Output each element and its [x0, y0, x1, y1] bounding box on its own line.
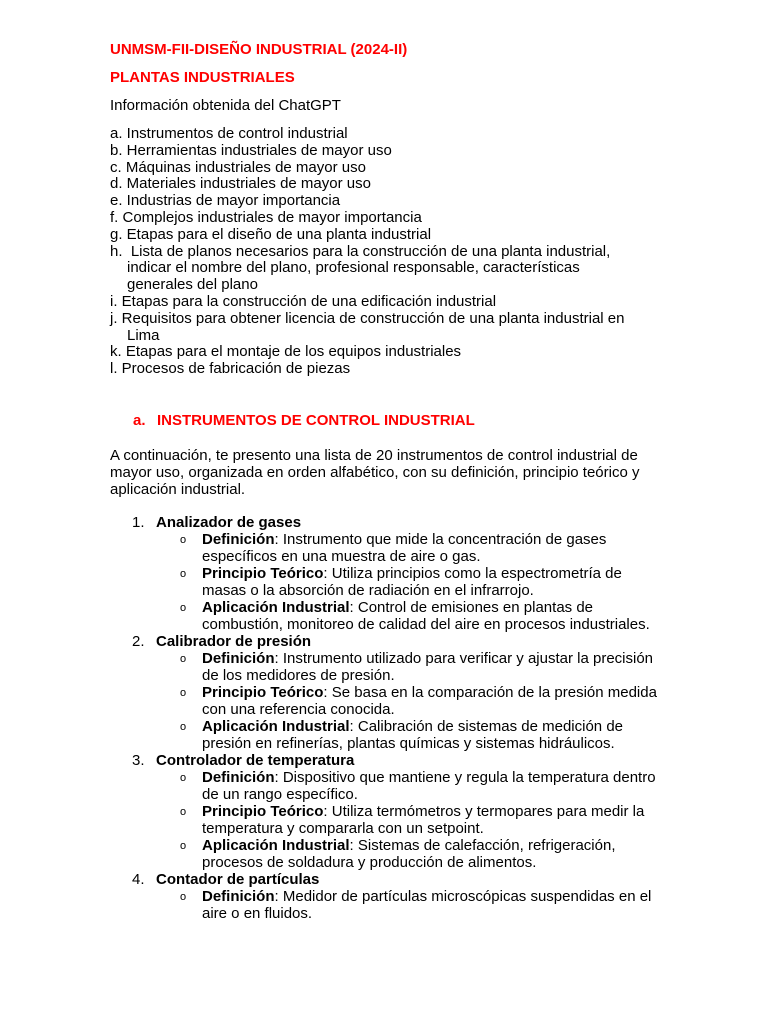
detail-label: Principio Teórico [202, 565, 324, 582]
toc-item: h. Lista de planos necesarios para la construcción de una planta industrial, [110, 242, 611, 260]
bullet-icon: o [180, 687, 187, 699]
section-a-title: INSTRUMENTOS DE CONTROL INDUSTRIAL [157, 412, 475, 429]
instrument-name: Calibrador de presión [156, 633, 312, 650]
detail-label: Aplicación Industrial [202, 837, 350, 854]
toc-item: d. Materiales industriales de mayor uso [110, 175, 371, 193]
detail-text: : Instrumento utilizado para verificar y ajustar la precisión de los medidores de presión. [202, 650, 654, 684]
bullet-icon: o [180, 602, 187, 614]
instrument-number: 4. [132, 871, 145, 888]
detail-text: : Medidor de partículas microscópicas suspendidas en el aire o en fluidos. [202, 888, 652, 922]
instrument-heading [110, 871, 670, 888]
toc-item: j. Requisitos para obtener licencia de construcción de una planta industrial en [110, 309, 625, 327]
toc-item: b. Herramientas industriales de mayor uso [110, 141, 392, 159]
detail-label: Definición [202, 650, 275, 667]
instrument-name: Analizador de gases [156, 514, 302, 531]
instrument-detail [110, 650, 670, 684]
detail-text: : Se basa en la comparación de la presión medida con una referencia conocida. [202, 684, 657, 718]
instrument-detail [110, 803, 670, 837]
bullet-icon: o [180, 891, 187, 903]
section-a-intro: A continuación, te presento una lista de 20 instrumentos de control industrial de mayor uso, organizada en orden alfabético, con su definición, principio teórico y aplicación industrial. [110, 447, 640, 498]
detail-label: Definición [202, 769, 275, 786]
instrument-detail [110, 769, 670, 803]
toc-item: c. Máquinas industriales de mayor uso [110, 158, 366, 176]
detail-label: Principio Teórico [202, 803, 324, 820]
detail-label: Aplicación Industrial [202, 718, 350, 735]
instrument-number: 1. [132, 514, 145, 531]
detail-text: : Utiliza principios como la espectrometría de masas o la absorción de radiación en el infrarrojo. [202, 565, 622, 599]
toc-item: l. Procesos de fabricación de piezas [110, 360, 351, 378]
toc-item-continuation: generales del plano [127, 276, 258, 294]
section-a-heading [133, 412, 475, 429]
instrument-heading [110, 752, 670, 769]
instrument-name: Controlador de temperatura [156, 752, 355, 769]
bullet-icon: o [180, 772, 187, 784]
instrument-detail [110, 684, 670, 718]
instrument-heading [110, 633, 670, 650]
bullet-icon: o [180, 653, 187, 665]
instrument-detail [110, 837, 670, 871]
toc-item: e. Industrias de mayor importancia [110, 192, 341, 210]
table-of-contents [110, 126, 670, 378]
bullet-icon: o [180, 840, 187, 852]
bullet-icon: o [180, 534, 187, 546]
instrument-detail [110, 565, 670, 599]
bullet-icon: o [180, 806, 187, 818]
detail-label: Principio Teórico [202, 684, 324, 701]
instrument-number: 3. [132, 752, 145, 769]
detail-text: : Sistemas de calefacción, refrigeración, procesos de soldadura y producción de alimentos. [202, 837, 616, 871]
detail-label: Aplicación Industrial [202, 599, 350, 616]
instrument-name: Contador de partículas [156, 871, 320, 888]
instrument-number: 2. [132, 633, 145, 650]
detail-text: : Instrumento que mide la concentración de gases específicos en una muestra de aire o gas. [202, 531, 607, 565]
toc-item: i. Etapas para la construcción de una edificación industrial [110, 292, 497, 310]
course-heading: UNMSM-FII-DISEÑO INDUSTRIAL (2024-II) [110, 41, 408, 58]
bullet-icon: o [180, 568, 187, 580]
section-a-label: a. [133, 412, 146, 429]
document-title: PLANTAS INDUSTRIALES [110, 69, 295, 86]
detail-label: Definición [202, 531, 275, 548]
bullet-icon: o [180, 721, 187, 733]
toc-item: k. Etapas para el montaje de los equipos industriales [110, 343, 462, 361]
detail-text: : Calibración de sistemas de medición de presión en refinerías, plantas químicas y sistemas hidráulicos. [202, 718, 624, 752]
detail-text: : Utiliza termómetros y termopares para medir la temperatura y compararla con un setpoint. [202, 803, 645, 837]
instrument-detail [110, 599, 670, 633]
toc-item-continuation: indicar el nombre del plano, profesional responsable, características [127, 259, 580, 277]
instrument-detail [110, 718, 670, 752]
toc-item-continuation: Lima [127, 326, 160, 344]
detail-text: : Control de emisiones en plantas de combustión, monitoreo de calidad del aire en procesos industriales. [202, 599, 650, 633]
instrument-detail [110, 531, 670, 565]
toc-item: a. Instrumentos de control industrial [110, 125, 348, 142]
source-note: Información obtenida del ChatGPT [110, 97, 341, 114]
instrument-heading [110, 514, 670, 531]
instrument-detail [110, 888, 670, 922]
instrument-list [110, 514, 670, 922]
toc-item: g. Etapas para el diseño de una planta industrial [110, 225, 432, 243]
detail-label: Definición [202, 888, 275, 905]
detail-text: : Dispositivo que mantiene y regula la temperatura dentro de un rango específico. [202, 769, 656, 803]
toc-item: f. Complejos industriales de mayor importancia [110, 208, 422, 226]
